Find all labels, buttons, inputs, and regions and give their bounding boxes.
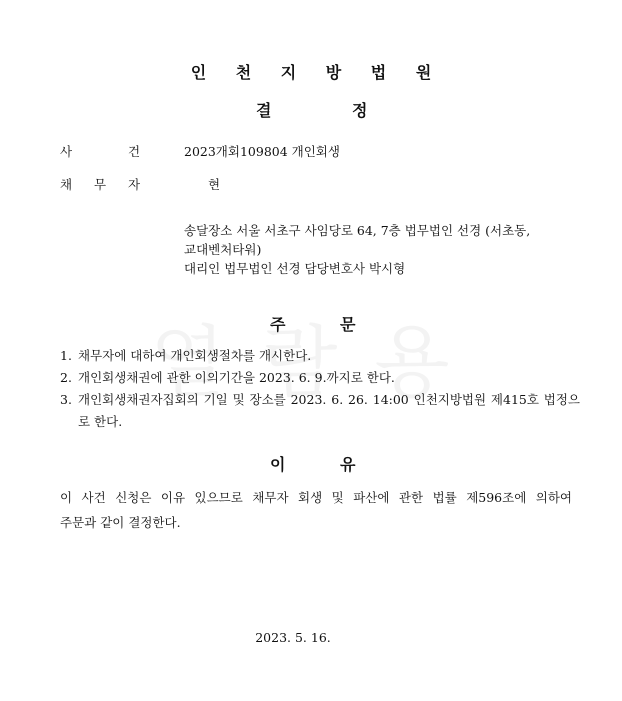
reason-line: 주문과 같이 결정한다. <box>60 515 181 530</box>
document-type-right: 정 <box>352 101 368 120</box>
case-label-char: 사 <box>60 144 73 159</box>
reason-heading-right: 유 <box>340 455 356 474</box>
order-number: 2. <box>60 370 72 385</box>
reason-heading-left: 이 <box>270 455 286 474</box>
order-heading-left: 주 <box>270 315 286 334</box>
order-text: 개인회생채권자집회의 기일 및 장소를 2023. 6. 26. 14:00 인천지방법원 제415호 법정으로 한다. <box>78 392 580 429</box>
decision-date: 2023. 5. 16. <box>255 630 331 645</box>
order-number: 3. <box>60 392 72 407</box>
order-text: 채무자에 대하여 개인회생절차를 개시한다. <box>78 348 312 363</box>
order-heading-right: 문 <box>340 315 356 334</box>
debtor-label-char: 무 <box>94 177 107 192</box>
representative-line: 대리인 법무법인 선경 담당변호사 박시형 <box>184 261 406 276</box>
debtor-label-char: 채 <box>60 177 73 192</box>
case-number: 2023개회109804 개인회생 <box>184 144 340 159</box>
service-address-line: 송달장소 서울 서초구 사임당로 64, 7층 법무법인 선경 (서초동, <box>184 223 531 238</box>
order-list <box>60 345 580 433</box>
order-item <box>60 367 580 389</box>
order-item <box>60 345 580 367</box>
document-type-left: 결 <box>256 101 272 120</box>
order-number: 1. <box>60 348 72 363</box>
reason-line: 이 사건 신청은 이유 있으므로 채무자 회생 및 파산에 관한 법률 제596조에 의하여 <box>60 490 572 505</box>
debtor-label-char: 자 <box>128 177 141 192</box>
debtor-name: 현 <box>208 177 221 192</box>
order-item <box>60 389 580 433</box>
reason-text <box>60 485 572 535</box>
order-text: 개인회생채권에 관한 이의기간을 2023. 6. 9.까지로 한다. <box>78 370 395 385</box>
court-name: 인 천 지 방 법 원 <box>190 63 444 82</box>
service-address-line: 교대벤처타워) <box>184 242 262 257</box>
case-label-char: 건 <box>128 144 141 159</box>
